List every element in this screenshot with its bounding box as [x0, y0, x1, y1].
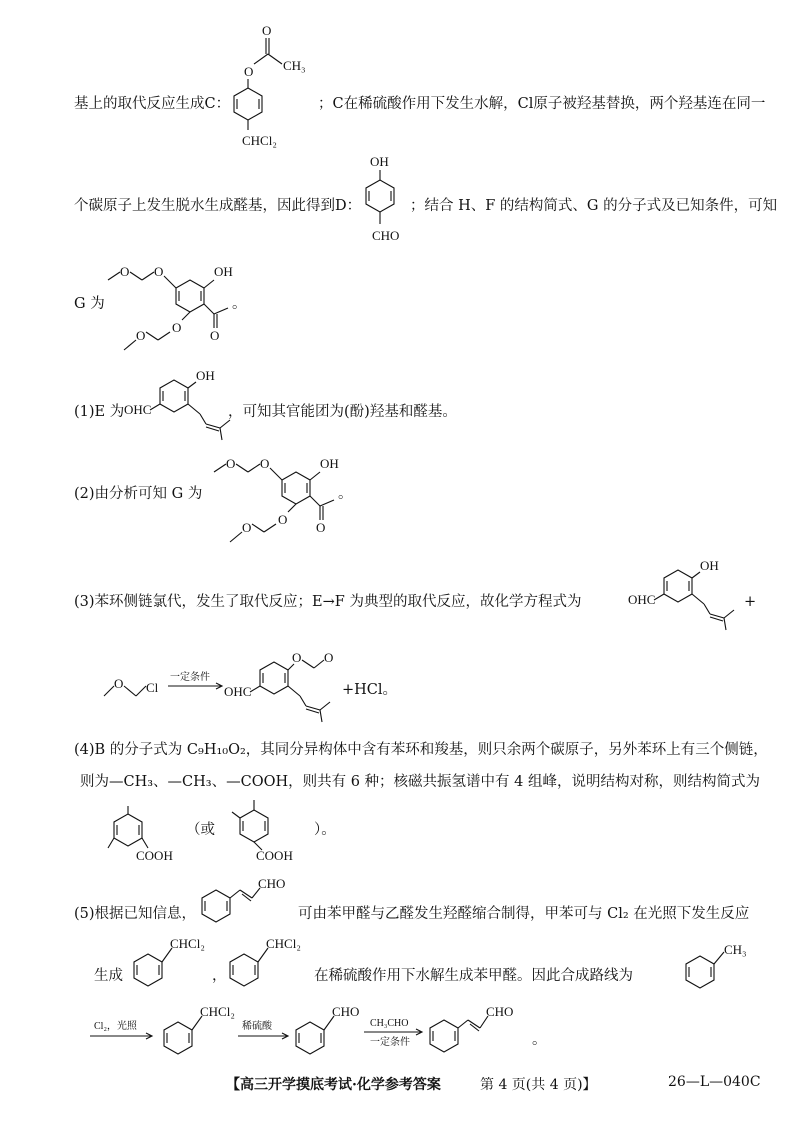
svg-text:一定条件: 一定条件 [370, 1037, 410, 1048]
svg-text:O: O [172, 320, 182, 335]
arrow-cl2-light [88, 1018, 158, 1048]
structure-g-molecule-2 [208, 450, 358, 550]
text-line-3b: 。 [232, 296, 247, 312]
svg-text:OHC: OHC [628, 592, 656, 607]
svg-text:CHO: CHO [372, 228, 400, 243]
arrow-dilute-sulfuric-acid [236, 1018, 292, 1048]
q5-text-f: 。 [532, 1032, 547, 1048]
q4-text-a: (4)B 的分子式为 C₉H₁₀O₂，其同分异构体中含有苯环和羧基，则只余两个碳原子，另外苯环上有三个侧链， [74, 742, 768, 758]
q2-text-a: (2)由分析可知 G 为 [74, 486, 203, 502]
text-line-2a: 个碳原子上发生脱水生成醛基，因此得到D： [74, 198, 362, 214]
structure-g-molecule [102, 258, 252, 358]
svg-text:CHCl₂: CHCl₂ [170, 936, 205, 951]
svg-text:Cl₂，光照: Cl₂，光照 [94, 1021, 137, 1032]
svg-text:CH₃: CH₃ [283, 58, 306, 73]
q4-text-b: 则为—CH₃、—CH₃、—COOH，则共有 6 种；核磁共振氢谱中有 4 组峰，说明结构对称，则结构简式为 [80, 774, 761, 790]
q5-text-e: 在稀硫酸作用下水解生成苯甲醛。因此合成路线为 [314, 968, 633, 984]
arrow-acetaldehyde [362, 1014, 428, 1054]
structure-e-molecule [124, 366, 234, 446]
text-line-1a: 基上的取代反应生成C： [74, 96, 231, 112]
structure-dimethylbenzoic-acid-2 [226, 796, 306, 870]
svg-text:O: O [242, 520, 252, 535]
svg-text:Cl: Cl [146, 680, 159, 695]
svg-text:O: O [120, 264, 130, 279]
svg-text:COOH: COOH [256, 848, 293, 863]
svg-text:O: O [316, 520, 326, 535]
structure-benzaldehyde [290, 1000, 370, 1060]
q4-text-c: （或 [186, 822, 215, 838]
svg-text:O: O [136, 328, 146, 343]
structure-cinnamaldehyde-2 [424, 998, 534, 1058]
structure-f-molecule [224, 648, 344, 728]
q5-text-a: (5)根据已知信息， [74, 906, 197, 922]
q5-text-d: ， [212, 968, 227, 984]
text-line-2b: ；结合 H、F 的结构简式、G 的分子式及已知条件，可知 [410, 198, 778, 214]
svg-text:COOH: COOH [136, 848, 173, 863]
structure-cinnamaldehyde [196, 872, 296, 932]
text-line-3a: G 为 [74, 296, 105, 312]
svg-text:O: O [260, 456, 270, 471]
q4-text-d: ）。 [314, 822, 336, 838]
svg-text:O: O [226, 456, 236, 471]
footer-title: 【高三开学摸底考试·化学参考答案 [226, 1077, 441, 1093]
svg-text:OH: OH [320, 456, 339, 471]
structure-c-molecule [228, 10, 318, 150]
q3-text-a: (3)苯环侧链氯代，发生了取代反应；E→F 为典型的取代反应，故化学方程式为 [74, 594, 582, 610]
svg-text:CHO: CHO [486, 1004, 514, 1019]
svg-text:OH: OH [214, 264, 233, 279]
svg-text:OHC: OHC [224, 684, 252, 699]
q3-text-c: +HCl。 [342, 682, 398, 698]
q2-text-b: 。 [338, 486, 353, 502]
svg-text:O: O [210, 328, 220, 343]
svg-text:CHO: CHO [332, 1004, 360, 1019]
footer-code: 26—L—040C [668, 1074, 761, 1090]
svg-text:CHO: CHO [258, 876, 286, 891]
structure-toluene [680, 938, 760, 994]
structure-benzal-chloride-2 [224, 932, 314, 992]
q5-text-b: 可由苯甲醛与乙醛发生羟醛缩合制得，甲苯可与 Cl₂ 在光照下发生反应 [298, 906, 750, 922]
svg-text:OH: OH [370, 154, 389, 169]
svg-text:稀硫酸: 稀硫酸 [242, 1021, 272, 1032]
structure-dimethylbenzoic-acid-1 [100, 800, 180, 870]
svg-text:OH: OH [700, 558, 719, 573]
svg-text:CHCl₂: CHCl₂ [242, 133, 277, 148]
svg-text:OH: OH [196, 368, 215, 383]
svg-text:CH₃: CH₃ [724, 942, 747, 957]
q1-text-a: (1)E 为 [74, 404, 125, 420]
structure-e-molecule-2 [628, 556, 738, 636]
svg-text:O: O [324, 650, 334, 665]
footer-page-number: 第 4 页(共 4 页)】 [480, 1077, 597, 1093]
svg-text:CHCl₂: CHCl₂ [266, 936, 301, 951]
reaction-arrow-certain-conditions [166, 668, 226, 698]
svg-text:CH₃CHO: CH₃CHO [370, 1018, 409, 1029]
q3-plus: + [744, 594, 757, 610]
svg-text:O: O [154, 264, 164, 279]
svg-text:O: O [292, 650, 302, 665]
structure-benzal-chloride-1 [128, 932, 218, 992]
svg-text:O: O [114, 676, 124, 691]
svg-text:一定条件: 一定条件 [170, 672, 210, 683]
structure-benzal-chloride-3 [158, 1000, 248, 1060]
text-line-1b: ；C在稀硫酸作用下发生水解，Cl原子被羟基替换，两个羟基连在同一 [318, 96, 766, 112]
svg-text:O: O [278, 512, 288, 527]
svg-text:O: O [244, 64, 254, 79]
svg-text:OHC: OHC [124, 402, 152, 417]
q5-text-c: 生成 [94, 968, 123, 984]
svg-text:O: O [262, 23, 272, 38]
q1-text-b: ，可知其官能团为(酚)羟基和醛基。 [228, 404, 457, 420]
reagent-chloromethyl-methyl-ether [100, 668, 164, 708]
svg-text:CHCl₂: CHCl₂ [200, 1004, 235, 1019]
